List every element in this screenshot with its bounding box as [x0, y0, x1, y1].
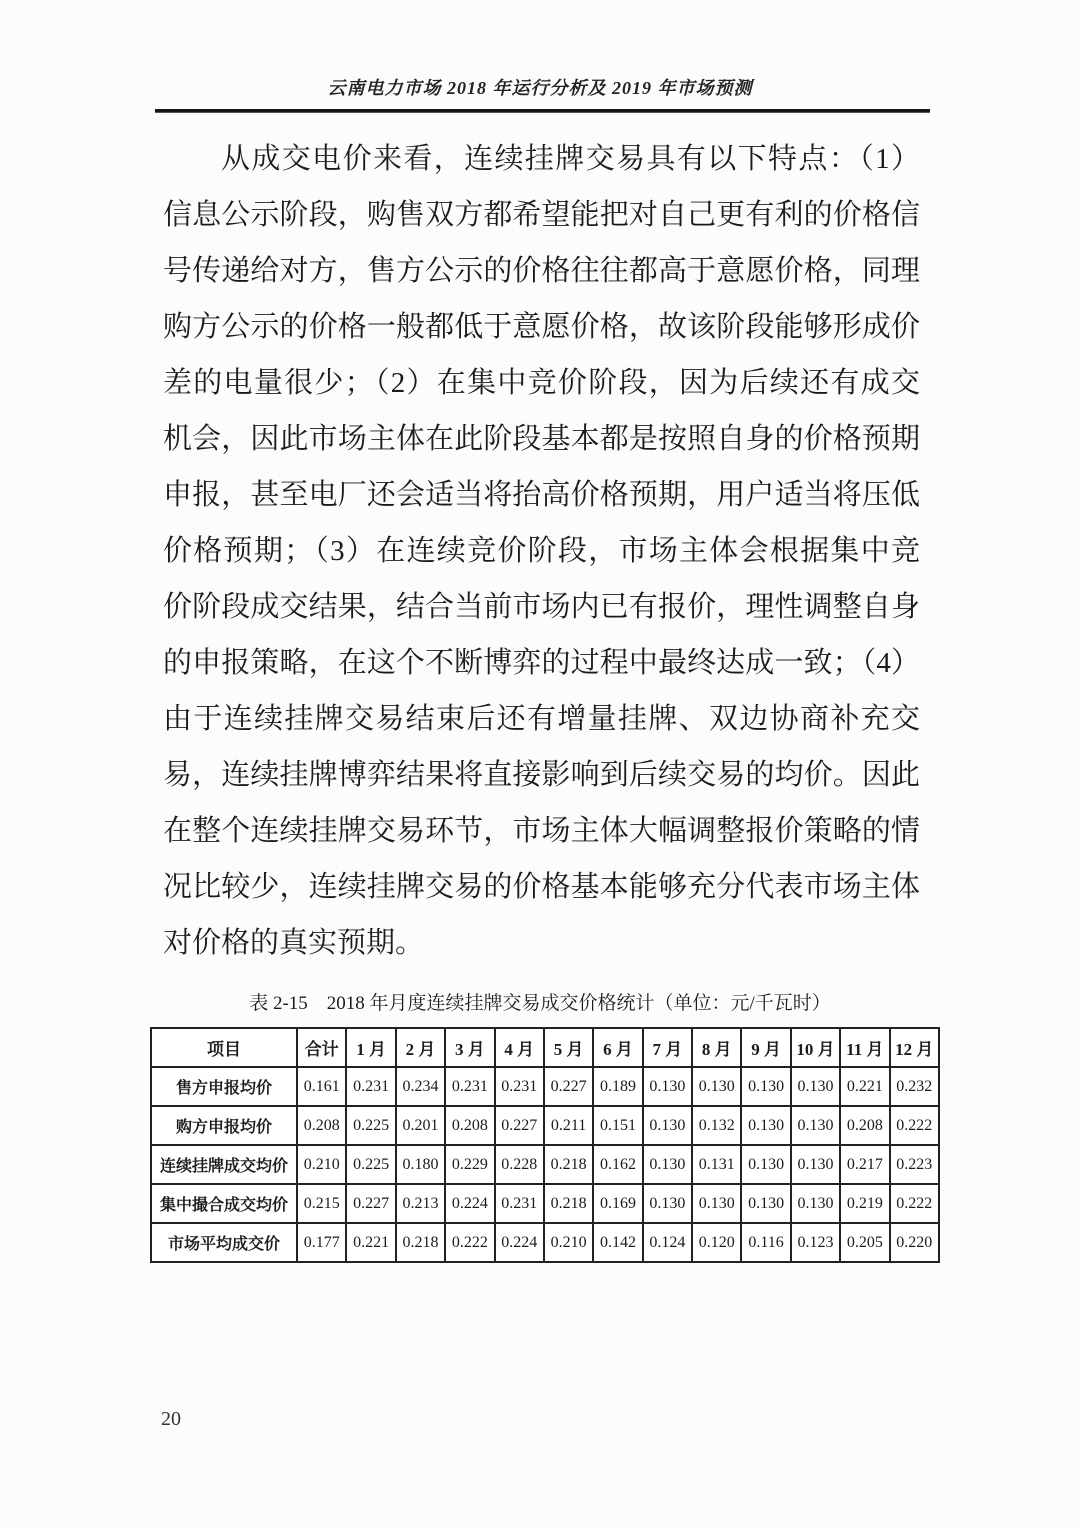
- price-table: [150, 1027, 940, 1263]
- table-cell: 0.231: [445, 1067, 494, 1106]
- table-cell: 0.130: [741, 1145, 790, 1184]
- table-cell: 0.213: [396, 1184, 445, 1223]
- table-cell: 0.218: [544, 1145, 593, 1184]
- table-header-cell: 12 月: [890, 1028, 940, 1067]
- table-header-cell: 5 月: [544, 1028, 593, 1067]
- table-cell: 0.208: [297, 1106, 346, 1145]
- table-header-cell: 8 月: [692, 1028, 741, 1067]
- table-cell: 0.124: [643, 1223, 692, 1262]
- table-cell: 0.224: [495, 1223, 544, 1262]
- table-cell: 0.177: [297, 1223, 346, 1262]
- table-cell: 0.225: [346, 1106, 395, 1145]
- table-cell: 0.130: [791, 1145, 840, 1184]
- table-cell: 0.130: [741, 1106, 790, 1145]
- table-cell: 0.161: [297, 1067, 346, 1106]
- table-row-label: 连续挂牌成交均价: [151, 1145, 297, 1184]
- paragraph-line: 况比较少，连续挂牌交易的价格基本能够充分代表市场主体: [163, 871, 920, 903]
- table-row: [151, 1223, 939, 1262]
- paragraph-line: 从成交电价来看，连续挂牌交易具有以下特点：（1）: [221, 143, 920, 175]
- table-row: [151, 1145, 939, 1184]
- table-cell: 0.219: [840, 1184, 889, 1223]
- paragraph-line: 信息公示阶段，购售双方都希望能把对自己更有利的价格信: [163, 199, 920, 231]
- table-cell: 0.130: [741, 1067, 790, 1106]
- paragraph-line: 购方公示的价格一般都低于意愿价格，故该阶段能够形成价: [163, 311, 920, 343]
- paragraph-line: 号传递给对方，售方公示的价格往往都高于意愿价格，同理: [163, 255, 920, 287]
- table-cell: 0.231: [346, 1067, 395, 1106]
- table-cell: 0.162: [593, 1145, 642, 1184]
- table-cell: 0.227: [544, 1067, 593, 1106]
- paragraph-line: 差的电量很少；（2）在集中竞价阶段，因为后续还有成交: [163, 367, 920, 399]
- table-header-cell: 6 月: [593, 1028, 642, 1067]
- table-cell: 0.224: [445, 1184, 494, 1223]
- table-cell: 0.130: [692, 1184, 741, 1223]
- table-cell: 0.151: [593, 1106, 642, 1145]
- table-body: [151, 1067, 939, 1262]
- header-rule: [155, 109, 930, 113]
- table-header-cell: 11 月: [840, 1028, 889, 1067]
- table-cell: 0.130: [741, 1184, 790, 1223]
- table-cell: 0.229: [445, 1145, 494, 1184]
- paragraph-line: 对价格的真实预期。: [163, 927, 425, 959]
- table-cell: 0.130: [643, 1067, 692, 1106]
- paragraph-line: 易，连续挂牌博弈结果将直接影响到后续交易的均价。因此: [163, 759, 920, 791]
- table-cell: 0.231: [495, 1067, 544, 1106]
- table-header-cell: 2 月: [396, 1028, 445, 1067]
- table-cell: 0.208: [445, 1106, 494, 1145]
- table-cell: 0.130: [643, 1145, 692, 1184]
- table-cell: 0.215: [297, 1184, 346, 1223]
- table-cell: 0.225: [346, 1145, 395, 1184]
- table-cell: 0.210: [544, 1223, 593, 1262]
- table-cell: 0.222: [445, 1223, 494, 1262]
- table-row-label: 集中撮合成交均价: [151, 1184, 297, 1223]
- table-cell: 0.130: [791, 1106, 840, 1145]
- table-cell: 0.132: [692, 1106, 741, 1145]
- table-cell: 0.234: [396, 1067, 445, 1106]
- table-header-cell: 4 月: [495, 1028, 544, 1067]
- table-cell: 0.131: [692, 1145, 741, 1184]
- table-header-cell: 1 月: [346, 1028, 395, 1067]
- table-cell: 0.169: [593, 1184, 642, 1223]
- paragraph-line: 价阶段成交结果，结合当前市场内已有报价，理性调整自身: [163, 591, 920, 623]
- table-cell: 0.227: [346, 1184, 395, 1223]
- table-cell: 0.227: [495, 1106, 544, 1145]
- table-header-cell: 合计: [297, 1028, 346, 1067]
- paragraph-line: 机会，因此市场主体在此阶段基本都是按照自身的价格预期: [163, 423, 920, 455]
- table-cell: 0.201: [396, 1106, 445, 1145]
- paragraph-line: 申报，甚至电厂还会适当将抬高价格预期，用户适当将压低: [163, 479, 920, 511]
- table-cell: 0.130: [791, 1067, 840, 1106]
- table-cell: 0.130: [791, 1184, 840, 1223]
- table-cell: 0.223: [890, 1145, 940, 1184]
- table-cell: 0.217: [840, 1145, 889, 1184]
- table-cell: 0.222: [890, 1184, 940, 1223]
- table-cell: 0.189: [593, 1067, 642, 1106]
- table-cell: 0.221: [346, 1223, 395, 1262]
- table-cell: 0.130: [692, 1067, 741, 1106]
- running-head-title: 云南电力市场 2018 年运行分析及 2019 年市场预测: [327, 78, 753, 98]
- table-row-label: 售方申报均价: [151, 1067, 297, 1106]
- body-paragraph: [163, 131, 920, 971]
- table-row: [151, 1106, 939, 1145]
- table-cell: 0.218: [544, 1184, 593, 1223]
- table-cell: 0.205: [840, 1223, 889, 1262]
- table-cell: 0.221: [840, 1067, 889, 1106]
- table-header-row: [151, 1028, 939, 1067]
- table-row: [151, 1067, 939, 1106]
- table-row-label: 购方申报均价: [151, 1106, 297, 1145]
- paragraph-line: 的申报策略，在这个不断博弈的过程中最终达成一致；（4）: [163, 647, 920, 679]
- table-header-cell: 3 月: [445, 1028, 494, 1067]
- paragraph-line: 价格预期；（3）在连续竞价阶段，市场主体会根据集中竞: [163, 535, 920, 567]
- table-caption: 表 2-15 2018 年月度连续挂牌交易成交价格统计（单位：元/千瓦时）: [249, 993, 831, 1014]
- table-cell: 0.218: [396, 1223, 445, 1262]
- table-cell: 0.120: [692, 1223, 741, 1262]
- paragraph-line: 由于连续挂牌交易结束后还有增量挂牌、双边协商补充交: [163, 703, 920, 735]
- table-header-cell: 9 月: [741, 1028, 790, 1067]
- table-header-cell: 项目: [151, 1028, 297, 1067]
- table-cell: 0.222: [890, 1106, 940, 1145]
- table-row-label: 市场平均成交价: [151, 1223, 297, 1262]
- table-header-cell: 10 月: [791, 1028, 840, 1067]
- table-cell: 0.232: [890, 1067, 940, 1106]
- table-header-cell: 7 月: [643, 1028, 692, 1067]
- table-cell: 0.116: [741, 1223, 790, 1262]
- table-cell: 0.208: [840, 1106, 889, 1145]
- table-cell: 0.220: [890, 1223, 940, 1262]
- table-cell: 0.123: [791, 1223, 840, 1262]
- table-cell: 0.130: [643, 1184, 692, 1223]
- table-cell: 0.211: [544, 1106, 593, 1145]
- page-number: 20: [161, 1408, 181, 1430]
- paragraph-line: 在整个连续挂牌交易环节，市场主体大幅调整报价策略的情: [163, 815, 920, 847]
- table-cell: 0.142: [593, 1223, 642, 1262]
- table-row: [151, 1184, 939, 1223]
- table-cell: 0.231: [495, 1184, 544, 1223]
- table-cell: 0.180: [396, 1145, 445, 1184]
- table-cell: 0.210: [297, 1145, 346, 1184]
- table-cell: 0.130: [643, 1106, 692, 1145]
- table-cell: 0.228: [495, 1145, 544, 1184]
